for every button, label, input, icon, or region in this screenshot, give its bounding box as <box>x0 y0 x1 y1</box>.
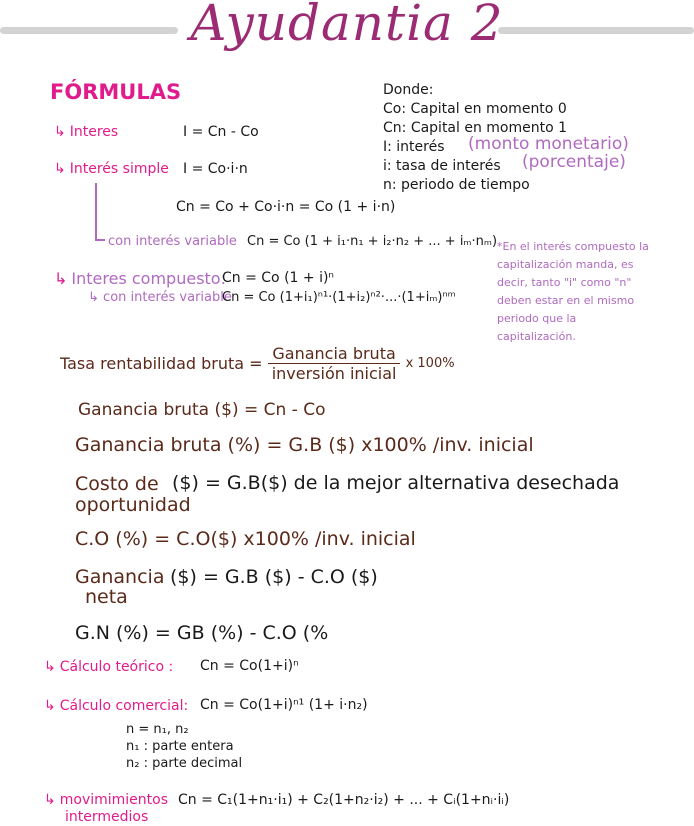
interes-simple-label: ↳ Interés simple <box>54 161 169 177</box>
rentabilidad-row <box>60 344 455 383</box>
interes-simple-formula-2: Cn = Co + Co·i·n = Co (1 + i·n) <box>176 199 396 215</box>
corner-arrow-icon: ↳ <box>88 290 99 305</box>
donde-periodo: n: periodo de tiempo <box>383 177 530 193</box>
donde-cn: Cn: Capital en momento 1 <box>383 120 568 136</box>
calculo-comercial-sub-3: n₂ : parte decimal <box>126 756 243 771</box>
arrow-icon: ↳ <box>44 659 56 675</box>
rentabilidad-numerator: Ganancia bruta <box>268 344 401 364</box>
movimientos-label-1: ↳ movimimientos <box>44 792 169 808</box>
donde-co: Co: Capital en momento 0 <box>383 101 567 117</box>
rentabilidad-suffix: x 100% <box>405 356 455 371</box>
arrow-icon: ↳ <box>44 698 56 714</box>
interes-compuesto-variable-formula: Cn = Co (1+i₁)ⁿ¹·(1+i₂)ⁿ²·...·(1+iₘ)ⁿᵐ <box>222 290 456 305</box>
connector-line <box>95 239 105 241</box>
interes-simple-variable-label: con interés variable <box>108 234 237 249</box>
costo-oportunidad-label-1: Costo de <box>75 473 159 495</box>
interes-formula: I = Cn - Co <box>183 124 259 140</box>
calculo-comercial-formula: Cn = Co(1+i)ⁿ¹ (1+ i·n₂) <box>200 697 368 713</box>
rentabilidad-denominator: inversión inicial <box>271 364 397 383</box>
ganancia-neta-label-2: neta <box>85 586 128 608</box>
arrow-icon: ↳ <box>54 269 68 288</box>
capitalization-note: *En el interés compuesto la capitalización manda, es decir, tanto "i" como "n" deben estar en el mismo periodo que la capitalización. <box>497 240 649 343</box>
interes-compuesto-formula: Cn = Co (1 + i)ⁿ <box>222 270 334 286</box>
interes-label: ↳ Interes <box>54 124 119 140</box>
page-title: Ayudantia 2 <box>190 0 504 52</box>
co-pct: C.O (%) = C.O($) x100% /inv. inicial <box>75 528 416 550</box>
formulas-heading: FÓRMULAS <box>50 80 182 104</box>
donde-porcentaje: (porcentaje) <box>522 152 626 172</box>
arrow-icon: ↳ <box>54 161 66 177</box>
movimientos-label-2: intermedios <box>65 809 149 825</box>
connector-line <box>95 183 97 240</box>
interes-simple-variable-formula: Cn = Co (1 + i₁·n₁ + i₂·n₂ + ... + iₘ·nₘ) <box>247 234 498 249</box>
calculo-teorico-formula: Cn = Co(1+i)ⁿ <box>200 658 299 674</box>
calculo-comercial-sub-2: n₁ : parte entera <box>126 739 234 754</box>
ganancia-neta-label-1: Ganancia <box>75 566 165 588</box>
calculo-comercial-sub-1: n = n₁, n₂ <box>126 722 189 737</box>
rentabilidad-fraction <box>268 344 401 383</box>
interes-simple-formula: I = Co·i·n <box>183 161 248 177</box>
interes-compuesto-variable-label: ↳ con interés variable <box>88 290 232 305</box>
movimientos-formula: Cn = C₁(1+n₁·i₁) + C₂(1+n₂·i₂) + ... + Cᵢ(1+nᵢ·iᵢ) <box>178 792 510 808</box>
ganancia-bruta-pct: Ganancia bruta (%) = G.B ($) x100% /inv. inicial <box>75 434 534 456</box>
rentabilidad-label: Tasa rentabilidad bruta = <box>60 354 263 373</box>
calculo-teorico-label: ↳ Cálculo teórico : <box>44 659 174 675</box>
costo-oportunidad-formula: ($) = G.B($) de la mejor alternativa desechada <box>172 472 620 494</box>
donde-interes: I: interés <box>383 139 445 155</box>
donde-tasa: i: tasa de interés <box>383 158 501 174</box>
costo-oportunidad-label-2: oportunidad <box>75 494 191 516</box>
calculo-comercial-label: ↳ Cálculo comercial: <box>44 698 189 714</box>
ganancia-neta-formula: ($) = G.B ($) - C.O ($) <box>170 566 378 588</box>
donde-label: Donde: <box>383 82 434 98</box>
gn-pct: G.N (%) = GB (%) - C.O (% <box>75 622 329 644</box>
ganancia-bruta-pesos: Ganancia bruta ($) = Cn - Co <box>78 400 326 420</box>
interes-compuesto-label: ↳ Interes compuesto: <box>54 269 226 288</box>
arrow-icon: ↳ <box>54 124 66 140</box>
donde-monto: (monto monetario) <box>468 134 629 154</box>
arrow-icon: ↳ <box>44 792 56 808</box>
